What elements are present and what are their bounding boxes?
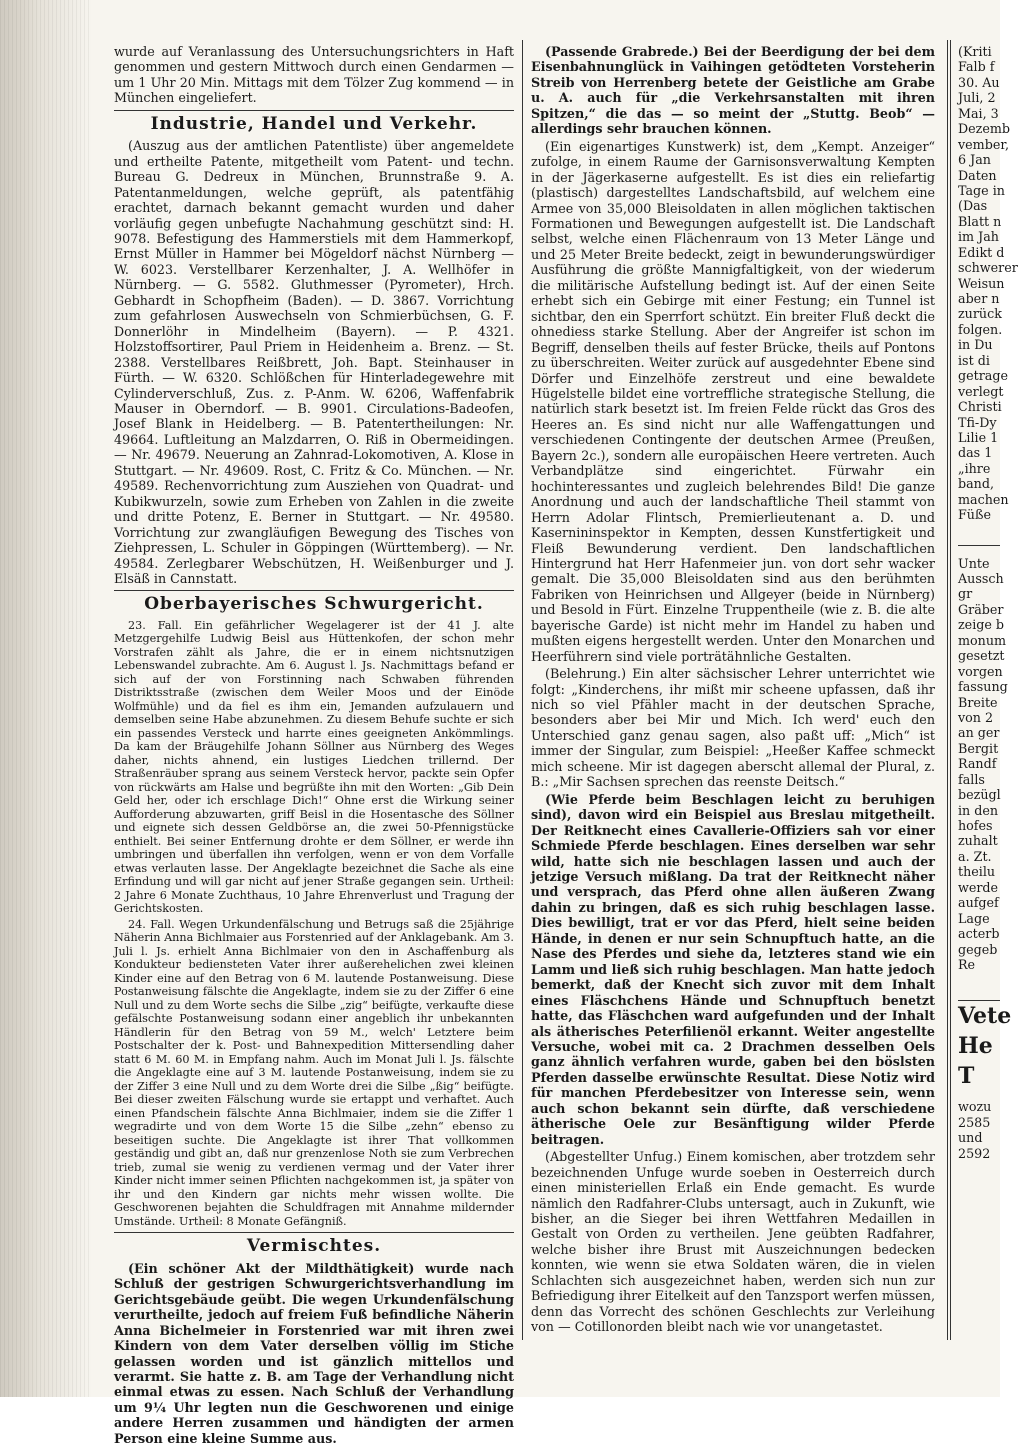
fragment-text: band, <box>958 476 995 492</box>
fragment-text: Tfi-Dy <box>958 414 997 430</box>
fragment-text: gesetzt <box>958 648 1005 664</box>
fragment-text: Mai, 3 <box>958 105 999 121</box>
column-middle <box>531 44 935 1337</box>
fragment-text: falls <box>958 771 985 787</box>
divider <box>114 110 514 111</box>
heading-vermischtes: Vermischtes. <box>246 1236 382 1257</box>
fragment-text: getrage <box>958 368 1008 384</box>
fragment-text: aber n <box>958 291 1000 306</box>
fragment-text: 2585 <box>958 1114 991 1130</box>
fragment-text: gr <box>958 586 973 602</box>
fragment-text: Weisun <box>958 275 1005 291</box>
fragment-text: „ihre <box>958 460 991 476</box>
fragment-text: 6 Jan <box>958 152 991 168</box>
fragment-text: (Das <box>958 198 988 214</box>
unfug-paragraph: (Abgestellter Unfug.) Einem komischen, aber trotzdem sehr bezeichnenden Unfuge wurde soeben in Oesterreich durch einen ministeriellen Erlaß ein Ende gemacht. Es wurde nämlich den Radfahrer-Clubs untersagt, auch in Zukunft, wie bisher, an die Sieger bei ihren Wettfahren Medaillen in Gestalt von Orden zu vertheilen. Jene geübten Radfahrer, welche bisher ihre Brust mit Auszeichnungen bedecken konnten, wie wenn sie etwa Soldaten wären, die in vielen Schlachten sich ausgezeichnet haben, werden sich nun zur Befriedigung ihrer Eitelkeit auf den Tanzsport werfen müssen, denn das Vorrecht des schönen Geschlechts zur Verleihung von — Cotillonorden bleibt nach wie vor unangetastet. <box>531 1149 935 1335</box>
fragment-text: werde <box>958 879 999 895</box>
fragments-mid <box>958 555 1008 973</box>
column-rule-1 <box>522 40 523 1340</box>
fragment-text: fassung <box>958 679 1008 695</box>
fragment-text: a. Zt. <box>958 848 992 864</box>
fragment-text: 2592 <box>958 1145 991 1161</box>
fragment-text: Lilie 1 <box>958 429 999 445</box>
fragment-text: Lage <box>958 910 990 926</box>
fragment-text: hofes <box>958 818 993 833</box>
fall-23-paragraph: 23. Fall. Ein gefährlicher Wegelagerer ist der 41 J. alte Metzgergehilfe Ludwig Beisl aus Hüttenkofen, der schon mehr Vorstrafen zählt als Jahre, die er in einem nichtsnutzigen Lebenswandel zubrachte. Am 6. August l. Js. Nachmittags befand er sich auf der von Forstinning nach Schwaben führenden Distriktsstraße (zwischen dem Weiler Moos und der Einöde Wolfmühle) und da fiel es ihm ein, Jemanden aufzulauern und demselben seine Habe abzunehmen. Zu diesem Behufe suchte er sich ein passendes Versteck und harrte eines geeigneten Ankömmlings. Da kam der Bräugehilfe Johann Söllner aus Nürnberg des Weges daher, nichts ahnend, ein lustiges Liedchen trillernd. Der Straßenräuber sprang aus seinem Versteck hervor, packte sein Opfer von rückwärts am Halse und begrüßte ihn mit den Worten: „Gib Dein Geld her, oder ich erschlage Dich!“ Ohne erst die Wirkung seiner Aufforderung abzuwarten, griff Beisl in die Hosentasche des Söllner und eignete sich dessen Geldbörse an, die zwei 50-Pfennigstücke enthielt. Bei seiner Entfernung drohte er dem Söllner, er werde ihn umbringen und überfallen ihn verfolgen, wenn er von dem Vorfalle etwas verlauten lasse. Der Angeklagte bezeichnet die Sache als eine Erfindung und will gar nicht auf jener Straße gegangen sein. Urtheil: 2 Jahre 6 Monate Zuchthaus, 10 Jahre Ehrenverlust und Tragung der Gerichtskosten. <box>114 618 514 916</box>
grabrede-paragraph: (Passende Grabrede.) Bei der Beerdigung der bei dem Eisenbahnunglück in Vaihingen getödteten Vorsteherin Streib von Herrenberg betete der Geistliche am Grabe u. A. auch für „die Verkehrsanstalten mit ihren Spitzen,“ die das — so meint der „Stuttg. Beob“ — allerdings sehr brauchen können. <box>531 44 935 137</box>
fragment-text: Gräber <box>958 601 1004 617</box>
fragment-text: im Jah <box>958 229 999 245</box>
fragment-text: Dezemb <box>958 121 1011 137</box>
fragment-text: Daten <box>958 167 997 183</box>
intro-paragraph: wurde auf Veranlassung des Untersuchungsrichters in Haft genommen und gestern Mittwoch durch einen Gendarmen — um 1 Uhr 20 Min. Mittags mit dem Tölzer Zug kommend — in München eingeliefert. <box>114 44 514 106</box>
divider <box>114 590 514 591</box>
fragment-text: Bergit <box>958 740 999 756</box>
fragment-text: vorgen <box>958 663 1003 679</box>
fragment-text: zurück <box>958 306 1002 322</box>
belehrung-paragraph: (Belehrung.) Ein alter sächsischer Lehrer unterrichtet wie folgt: „Kinderchens, ihr mißt mir scheene upfassen, daß ihr nich so viel Pfähler macht in der deutschen Sprache, besonders aber bei Mir und Mich. Ich werd' euch den Unterschied ganz genau sagen, also paßt uff: „Mich“ ist immer der Singular, zum Beispiel: „Heeßer Kaffee schmeckt mich scheene. Mir ist dagegen aberscht allemal der Plural, z. B.: „Mir Sachsen sprechen das reenste Deitsch.“ <box>531 666 935 790</box>
fragment-text: und <box>958 1130 983 1146</box>
column-right-cropped <box>958 44 1018 1161</box>
fragment-text: (Kriti <box>958 44 992 59</box>
fragment-text: Blatt n <box>958 213 1002 229</box>
fragment-text: schwerer <box>958 260 1018 276</box>
fragment-text: bezügl <box>958 787 1001 803</box>
fragment-text: in den <box>958 802 999 818</box>
fragment-text: aufgef <box>958 895 999 911</box>
fragment-text: He <box>958 1033 993 1060</box>
fragment-text: acterb <box>958 926 1000 942</box>
fragment-text: vember, <box>958 136 1010 152</box>
fragment-text: folgen. <box>958 321 1003 337</box>
heading-schwurgericht: Oberbayerisches Schwurgericht. <box>144 594 484 615</box>
pferde-paragraph: (Wie Pferde beim Beschlagen leicht zu beruhigen sind), davon wird ein Beispiel aus Breslau mitgetheilt. Der Reitknecht eines Cavallerie-Offiziers sah vor einer Schmiede Pferde beschlagen. Eines derselben war sehr wild, hatte sich nie beschlagen lassen und auch der jetzige Versuch mißlang. Da trat der Reitknecht näher und versprach, das Pferd ohne allen äußeren Zwang dahin zu bringen, daß es sich ruhig beschlagen lasse. Dies bewilligt, trat er vor das Pferd, hielt seine beiden Hände, in denen er nur sein Schnupftuch hatte, an die Nase des Pferdes und siehe da, letzteres stand wie ein Lamm und ließ sich ruhig beschlagen. Man hatte jedoch bemerkt, daß der Knecht sich zuvor mit dem Inhalt eines Fläschchens Hände und Schnupftuch benetzt hatte, das Fläschchen ward aufgefunden und der Inhalt als ätherisches Peterfilienöl erkannt. Weiter angestellte Versuche, wobei mit ca. 2 Drachmen desselben Oels ganz ähnlich verfahren wurde, gaben bei den böslsten Pferden dasselbe erwünschte Resultat. Diese Notiz wird für manchen Pferdebesitzer von Interesse sein, wenn auch schon bekannt sein dürfte, daß verschiedene ätherische Oele zur Besänftigung wilder Pferde beitragen. <box>531 791 935 1147</box>
fragment-text: in Du <box>958 337 993 353</box>
fragment-text: machen <box>958 491 1009 507</box>
column-left <box>114 44 514 1448</box>
fragment-text: Tage in <box>958 182 1005 198</box>
divider <box>958 1000 1000 1001</box>
fragment-text: Christi <box>958 399 1002 415</box>
fragment-text: Füße <box>958 507 991 523</box>
fragment-text: Falb f <box>958 59 995 75</box>
fragment-text: ist di <box>958 352 990 368</box>
fragment-text: Edikt d <box>958 244 1005 260</box>
fragment-text: Unte <box>958 555 990 571</box>
vermischtes-paragraph: (Ein schöner Akt der Mildthätigkeit) wurde nach Schluß der gestrigen Schwurgerichtsverhandlung im Gerichtsgebäude geübt. Die wegen Urkundenfälschung verurtheilte, jedoch auf freiem Fuß befindliche Näherin Anna Bichelmeier in Forstenried war mit ihren zwei Kindern von dem Vater derselben völlig im Stiche gelassen worden und ist gänzlich mittellos und verarmt. Sie hatte z. B. am Tage der Verhandlung nicht einmal etwas zu essen. Nach Schluß der Verhandlung um 9¼ Uhr legten nun die Geschworenen und einige andere Herren zusammen und händigten der armen Person eine kleine Summe aus. <box>114 1260 514 1446</box>
fragment-text: Re <box>958 956 976 972</box>
book-gutter <box>0 0 92 1397</box>
fragment-text: 30. Au <box>958 74 1000 90</box>
fragment-text: an ger <box>958 725 1000 741</box>
fragment-text: Juli, 2 <box>958 90 996 106</box>
fragment-text: wozu <box>958 1099 992 1115</box>
fall-24-paragraph: 24. Fall. Wegen Urkundenfälschung und Betrugs saß die 25jährige Näherin Anna Bichlmaier aus Forstenried auf der Anklagebank. Am 3. Juli l. Js. erhielt Anna Bichlmaier von den in Aschaffenburg als Kondukteur bediensteten Vater ihrer außerehelichen zwei kleinen Kinder eine auf den Betrag von 6 M. lautende Postanweisung. Diese Postanweisung fälschte die Angeklagte, indem sie zu der Ziffer 6 eine Null und zu dem Worte sechs die Silbe „zig“ beifügte, verkaufte diese gefälschte Postanweisung sodann einer angeblich ihr unbekannten Händlerin für den Betrag von 59 M., welch' Letztere beim Postschalter der k. Post- und Bahnexpedition Mittersendling daher statt 6 M. 60 M. in Empfang nahm. Auch im Monat Juli l. Js. fälschte die Angeklagte eine auf 3 M. lautende Postanweisung, indem sie zu der Ziffer 3 eine Null und zu dem Worte drei die Silbe „ßig“ beifügte. Bei dieser zweiten Fälschung wurde sie ertappt und verhaftet. Auch einen Pfandschein fälschte Anna Bichlmaier, indem sie die Ziffer 1 wegradirte und von dem Worte 15 die Silbe „zehn“ ebenso zu beseitigen suchte. Die Angeklagte ist ihrer That vollkommen geständig und gibt an, daß nur grenzenlose Noth sie zum Verbrechen trieb, zumal sie wenig zu verdienen vermag und der Vater ihrer Kinder nicht immer seinen Pflichten nachgekommen ist, ja später von ihr und den Kindern gar nichts mehr wissen wollte. Die Geschworenen bejahten die Schuldfragen mit Annahme mildernder Umstände. Urtheil: 8 Monate Gefängniß. <box>114 917 514 1228</box>
fragments-top <box>958 44 1018 523</box>
fragment-text: das 1 <box>958 445 993 461</box>
fragment-text: von 2 <box>958 709 994 725</box>
heading-industrie: Industrie, Handel und Verkehr. <box>150 113 478 134</box>
fragment-text: T <box>958 1063 975 1090</box>
fragment-text: zeige b <box>958 617 1005 633</box>
fragments-bottom <box>958 1003 1012 1161</box>
kunstwerk-paragraph: (Ein eigenartiges Kunstwerk) ist, dem „Kempt. Anzeiger“ zufolge, in einem Raume der Garnisonsverwaltung Kempten in der Jägerkaserne aufgestellt. Es ist dies ein reliefartig (plastisch) dargestelltes Landschaftsbild, auf welchem eine Armee von 35,000 Bleisoldaten in allen möglichen taktischen Formationen und Bewegungen aufgestellt ist. Die Landschaft selbst, welche einen Flächenraum von 13 Meter Länge und und 25 Meter Breite bedeckt, zeigt in bewunderungswürdiger Ausführung die größte Mannigfaltigkeit, von der wiederum die militärische Aufstellung bedingt ist. Auf der einen Seite erhebt sich ein Gebirge mit einer Festung; ein Tunnel ist sichtbar, den ein Sperrfort schützt. Ein breiter Fluß deckt die ohnediess starke Stellung. Aber der Angreifer ist schon im Begriff, denselben theils auf fester Brücke, theils auf Pontons zu überschreiten. Weiter zurück auf ausgedehnter Ebene sind Dörfer und Einzelhöfe zerstreut und eine bewaldete Hügelstelle bildet eine vortreffliche strategische Stellung, die natürlich stark besetzt ist. Im freien Felde rückt das Gros des Heeres an. Es sind nicht nur alle Waffengattungen und verschiedenen Contingente der deutschen Armee (Preußen, Bayern 2c.), sondern alle europäischen Heere vertreten. Auch Verbandplätze sind eingerichtet. Fürwahr ein hochinteressantes und zugleich belehrendes Bild! Die ganze Anordnung und auch der landschaftliche Theil stammt von Herrn Adolar Flintsch, Premierlieutenant a. D. und Kasernininspektor in Kempten, dessen Kunstfertigkeit und Fleiß Bewunderung verdient. Den landschaftlichen Hintergrund hat Herr Hafenmeier jun. von dort sehr wacker gemalt. Die 35,000 Bleisoldaten sind aus den berühmten Fabriken von Heinrichsen und Allgeyer (beide in Nürnberg) und Besold in Fürt. Einzelne Truppentheile (wie z. B. die alte bayerische Garde) ist nicht mehr im Handel zu haben und mußten eigens hergestellt werden. Unter den Monarchen und Heerführern sind viele porträtähnliche Gestalten. <box>531 138 935 664</box>
divider <box>958 545 1000 546</box>
fragment-text: Aussch <box>958 571 1004 586</box>
fragment-text: theilu <box>958 864 996 880</box>
fragment-text: monum <box>958 632 1007 648</box>
fragment-text: Vete <box>958 1003 1012 1030</box>
divider <box>114 1232 514 1233</box>
fragment-text: Randf <box>958 756 997 772</box>
column-rule-3 <box>950 40 951 1340</box>
industrie-paragraph: (Auszug aus der amtlichen Patentliste) über angemeldete und ertheilte Patente, mitgetheilt vom Patent- und techn. Bureau G. Dedreux in München, Brunnstraße 9. A. Patentanmeldungen, welche geprüft, als patentfähig erachtet, darnach bekannt gemacht wurden und daher vorläufig gegen unbefugte Nachahmung geschützt sind: H. 9078. Befestigung des Hammerstiels mit dem Hammerkopf, Ernst Müller in Hammer bei Mögeldorf nächst Nürnberg — W. 6023. Verstellbarer Kerzenhalter, J. A. Wellhöfer in Nürnberg. — G. 5582. Gluthmesser (Pyrometer), Hrch. Gebhardt in Schopfheim (Baden). — D. 3867. Vorrichtung zum gefahrlosen Auswechseln von Schmierbüchsen, G. F. Donnerlöhr in Mindelheim (Bayern). — P. 4321. Holzstoffsortirer, Paul Priem in Heidenheim a. Brenz. — St. 2388. Verstellbares Reißbrett, Joh. Bapt. Steinhauser in Fürth. — W. 6320. Schlößchen für Hinterladegewehre mit Cylinderverschluß, Zus. z. P-Anm. W. 6206, Waffenfabrik Mauser in Oberndorf. — B. 9901. Circulations-Badeofen, Josef Blank in Heidelberg. — B. Patentertheilungen: Nr. 49664. Luftleitung an Malzdarren, O. Riß in Obermeidingen. — Nr. 49679. Neuerung an Zahnrad-Lokomotiven, A. Klose in Stuttgart. — Nr. 49609. Rost, C. Fritz & Co. München. — Nr. 49589. Rechenvorrichtung zum Ausziehen von Quadrat- und Kubikwurzeln, sowie zum Erheben von Zahlen in die zweite und dritte Potenz, E. Berner in Stuttgart. — Nr. 49580. Vorrichtung zur zwangläufigen Bewegung des Tisches von Ziehpressen, L. Schuler in Göppingen (Württemberg). — Nr. 49584. Zerlegbarer Webschützen, H. Weißenburger und J. Elsäß in Cannstatt. <box>114 138 514 586</box>
fragment-text: verlegt <box>958 383 1004 399</box>
fragment-text: gegeb <box>958 941 998 957</box>
fragment-text: zuhalt <box>958 833 998 849</box>
fragment-text: Breite <box>958 694 998 710</box>
column-rule-2 <box>947 40 948 1340</box>
